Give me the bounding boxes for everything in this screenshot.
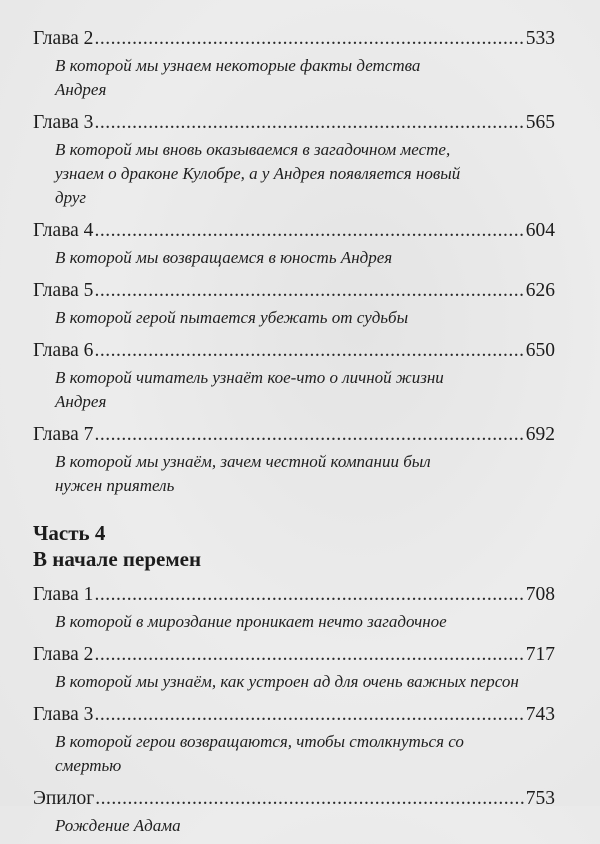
entry-description: В которой герой пытается убежать от судьбы (55, 308, 409, 327)
toc-entry (33, 108, 555, 210)
page-number: 604 (525, 220, 555, 241)
part-number: Часть 4 (33, 521, 106, 545)
page-number: 708 (525, 584, 555, 605)
entry-title: Глава 7 (33, 424, 94, 445)
dot-leader (94, 108, 524, 138)
entry-description: В которой читатель узнаёт кое-что о личной жизни Андрея (55, 368, 444, 411)
entry-title: Глава 3 (33, 112, 94, 133)
part-heading (33, 520, 555, 572)
entry-title: Глава 6 (33, 340, 94, 361)
entry-description: В которой мы возвращаемся в юность Андрея (55, 248, 393, 267)
toc-entry (33, 700, 555, 778)
toc-entry (33, 640, 555, 694)
page-number: 565 (525, 112, 555, 133)
dot-leader (94, 336, 524, 366)
entry-description: В которой герои возвращаются, чтобы столкнуться со смертью (55, 732, 464, 775)
dot-leader (94, 420, 524, 450)
toc-entry (33, 24, 555, 102)
page-number: 626 (525, 280, 555, 301)
toc-entry (33, 784, 555, 838)
entry-description: В которой мы узнаём, как устроен ад для очень важных персон (55, 672, 519, 691)
toc-entry (33, 420, 555, 498)
page-number: 743 (525, 704, 555, 725)
entry-title: Глава 2 (33, 644, 94, 665)
toc-entry (33, 216, 555, 270)
page-number: 533 (525, 28, 555, 49)
page-number: 692 (525, 424, 555, 445)
entry-title: Глава 3 (33, 704, 94, 725)
table-of-contents (33, 24, 555, 844)
toc-entry (33, 276, 555, 330)
toc-entry (33, 336, 555, 414)
page-number: 753 (525, 788, 555, 809)
entry-title: Эпилог (33, 788, 95, 809)
part-title: В начале перемен (33, 547, 202, 571)
entry-description: В которой мы узнаем некоторые факты детства Андрея (55, 56, 421, 99)
dot-leader (94, 640, 524, 670)
entry-title: Глава 1 (33, 584, 94, 605)
entry-description: В которой в мироздание проникает нечто загадочное (55, 612, 447, 631)
dot-leader (94, 276, 524, 306)
dot-leader (94, 580, 524, 610)
entry-description: Рождение Адама (55, 816, 181, 835)
page-number: 650 (525, 340, 555, 361)
dot-leader (94, 24, 524, 54)
entry-description: В которой мы вновь оказываемся в загадочном месте, узнаем о драконе Кулобре, а у Андрея появляется новый друг (55, 140, 461, 207)
entry-title: Глава 2 (33, 28, 94, 49)
entry-title: Глава 4 (33, 220, 94, 241)
entry-title: Глава 5 (33, 280, 94, 301)
dot-leader (95, 784, 525, 814)
dot-leader (94, 216, 524, 246)
entry-description: В которой мы узнаём, зачем честной компании был нужен приятель (55, 452, 431, 495)
page-number: 717 (525, 644, 555, 665)
dot-leader (94, 700, 524, 730)
toc-entry (33, 580, 555, 634)
